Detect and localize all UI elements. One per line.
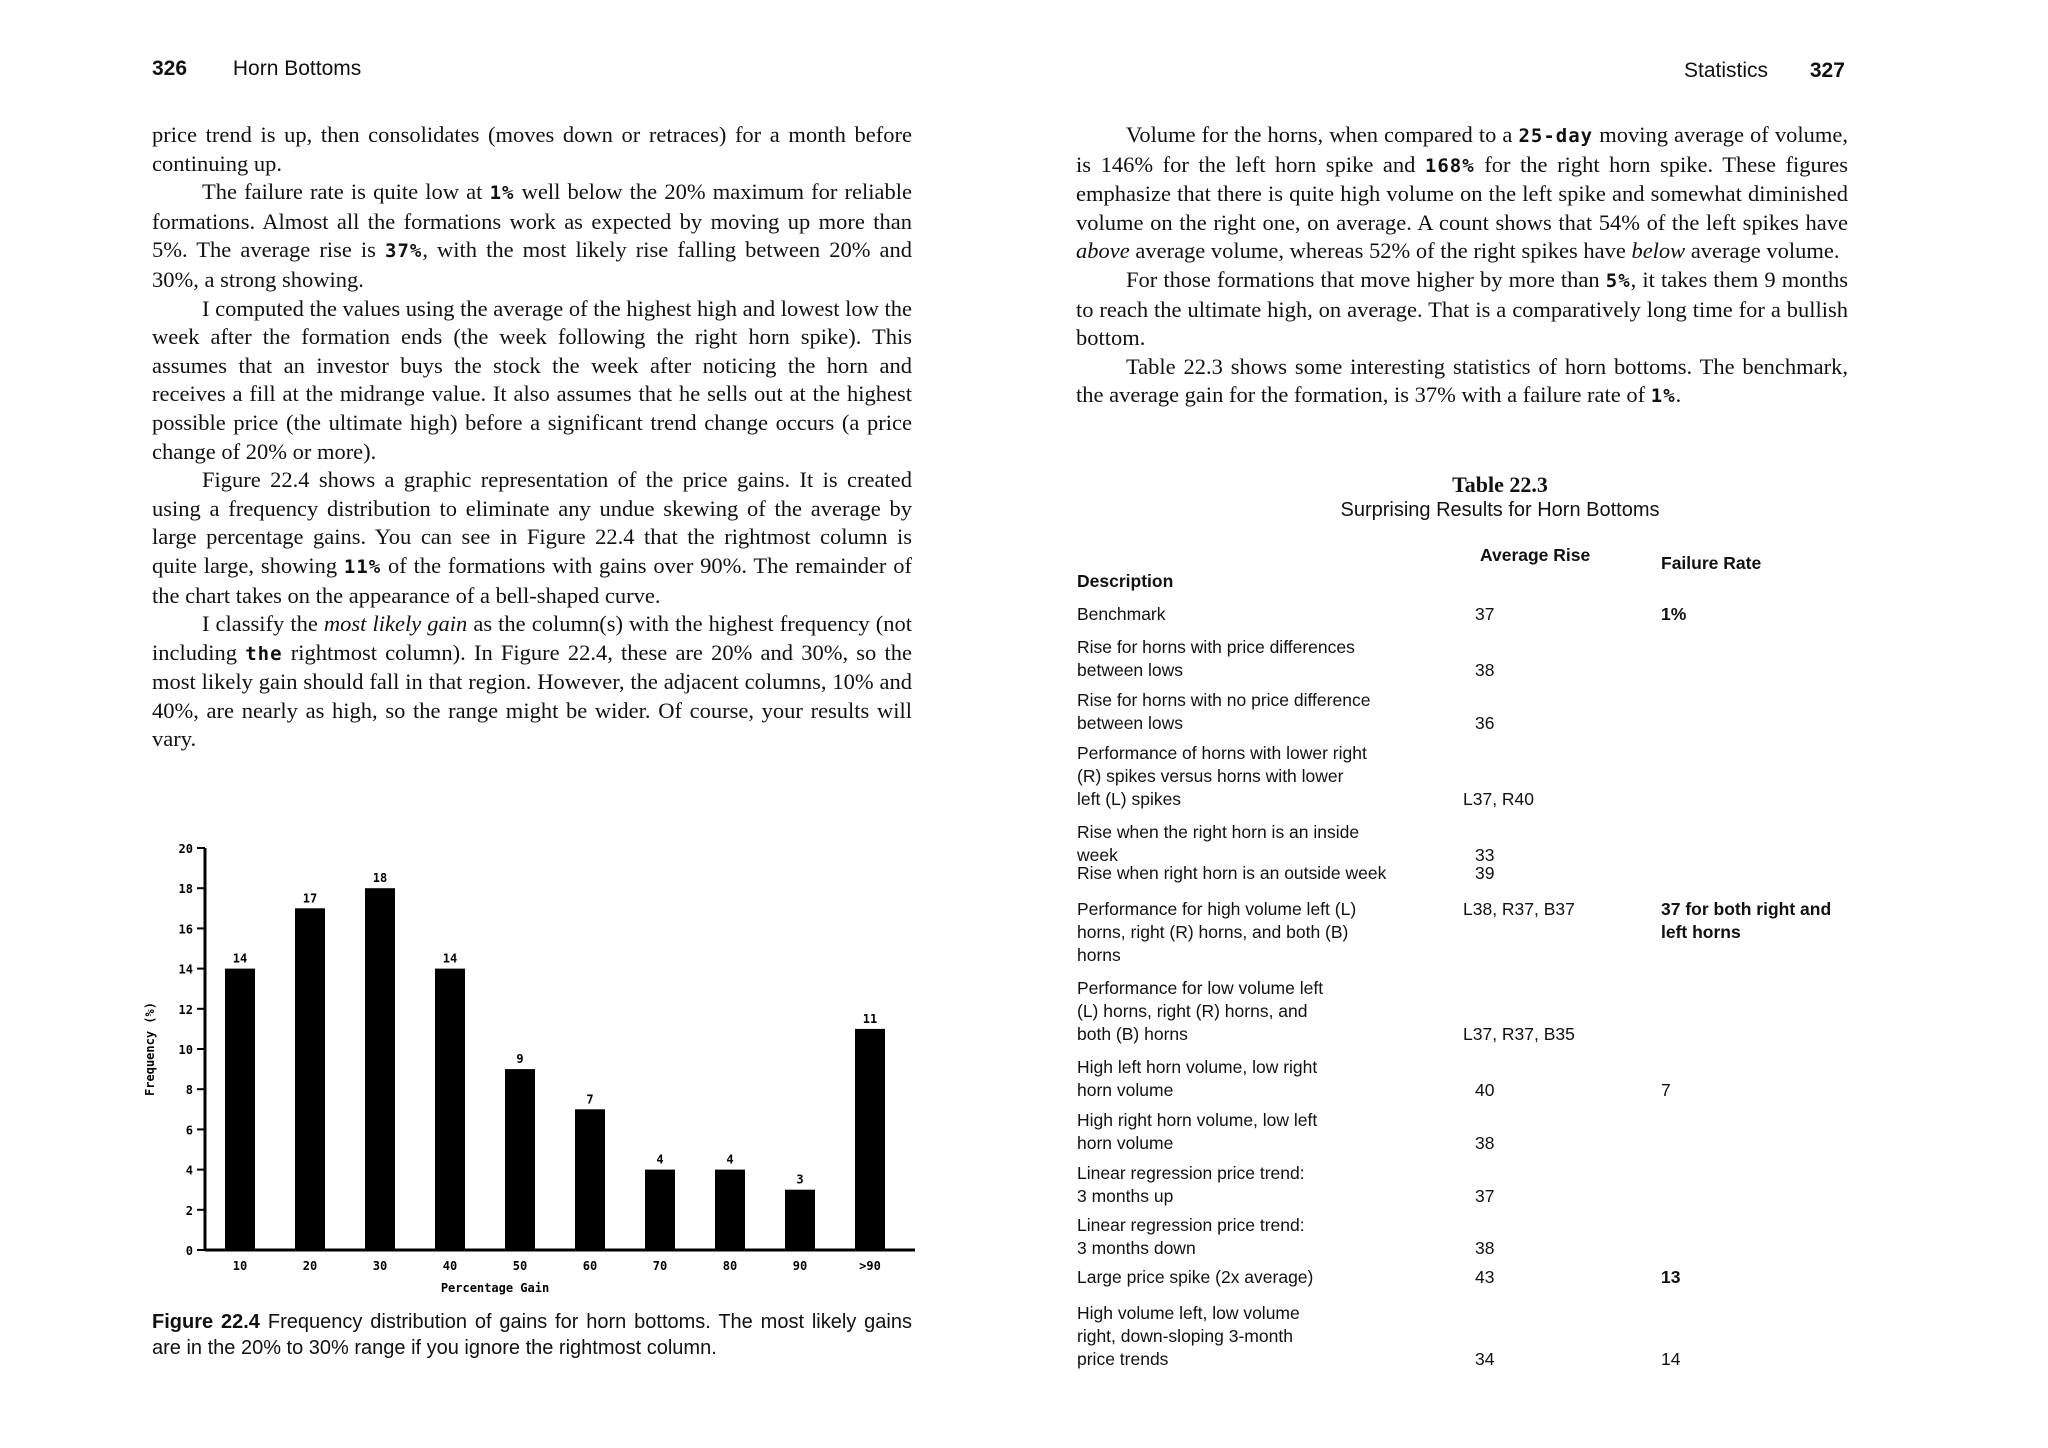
paragraph: I computed the values using the average of the highest high and lowest low the week after the formation ends (the week following the right horn spike). This assumes that an investor buys the stock the week after noticing the horn and receives a fill at the midrange value. It also assumes that he sells out at the highest possible price (the ultimate high) before a significant trend change occurs (a price change of 20% or more).	[152, 295, 912, 464]
x-axis-label: Percentage Gain	[440, 1281, 550, 1295]
right-running-head	[1684, 59, 1845, 83]
row-description: Performance for low volume left (L) horns, right (R) horns, and both (B) horns	[1077, 978, 1324, 1044]
table-row	[1077, 1109, 1877, 1155]
paragraph: Volume for the horns, when compared to a 25-day moving average of volume, is 146% for the left horn spike and 168% for the right horn spike. These figures emphasize that there is quite high volume on the left spike and somewhat diminished volume on the right one, on average. A count shows that 54% of the left spikes have above average volume, whereas 52% of the right spikes have below average volume.	[1076, 122, 1848, 264]
row-description: Rise when the right horn is an inside week	[1077, 822, 1360, 865]
bar-data-label: 4	[656, 1152, 664, 1167]
y-tick-label: 14	[178, 962, 193, 977]
page-number: 327	[1809, 59, 1845, 82]
header-average-rise: Average Rise	[1480, 545, 1591, 565]
chart-bar	[295, 908, 325, 1250]
row-average-rise: 43	[1475, 1267, 1495, 1287]
row-average-rise: 34	[1475, 1349, 1495, 1369]
page-number: 326	[152, 57, 188, 80]
x-tick-label: 50	[512, 1259, 528, 1273]
row-average-rise: 37	[1475, 1186, 1495, 1206]
y-axis-label: Frequency (%)	[143, 1002, 157, 1096]
table-row	[1077, 603, 1877, 626]
table-row	[1077, 742, 1877, 811]
header-description: Description	[1077, 571, 1174, 591]
chart-bar	[785, 1190, 815, 1250]
header-failure-rate: Failure Rate	[1661, 553, 1762, 573]
running-title: Statistics	[1684, 59, 1769, 82]
x-tick-label: 60	[582, 1259, 598, 1273]
x-tick-label: 30	[372, 1259, 388, 1273]
y-tick-label: 2	[185, 1203, 193, 1218]
row-average-rise: L37, R37, B35	[1463, 1024, 1575, 1044]
y-tick-label: 12	[178, 1002, 193, 1017]
bar-data-label: 17	[302, 891, 318, 906]
chart-bar	[855, 1029, 885, 1250]
figure-caption-text: Frequency distribution of gains for horn bottoms. The most likely gains are in the 20% to 30% range if you ignore the rightmost column.	[152, 1311, 912, 1359]
table-row	[1077, 689, 1877, 735]
y-tick-label: 0	[185, 1244, 193, 1258]
x-tick-label: 90	[792, 1259, 808, 1273]
bar-data-label: 11	[862, 1011, 878, 1026]
row-average-rise: 37	[1475, 604, 1495, 624]
row-description: High right horn volume, low left horn volume	[1077, 1110, 1318, 1153]
row-description: Large price spike (2x average)	[1077, 1267, 1314, 1287]
table-row	[1077, 636, 1877, 682]
figure-caption	[152, 1309, 912, 1361]
chart-bar	[225, 969, 255, 1250]
y-tick-label: 6	[185, 1123, 193, 1138]
table-row	[1077, 1302, 1877, 1371]
row-average-rise: 36	[1475, 713, 1495, 733]
chart-bar	[645, 1170, 675, 1250]
paragraph: price trend is up, then consolidates (moves down or retraces) for a month before continuing up.	[152, 122, 912, 176]
frequency-chart	[140, 838, 930, 1298]
table-subtitle: Surprising Results for Horn Bottoms	[1340, 499, 1660, 521]
row-description: High volume left, low volume right, down-sloping 3-month price trends	[1077, 1303, 1300, 1369]
chart-bar	[365, 888, 395, 1250]
bar-data-label: 14	[232, 951, 248, 966]
row-description: Rise for horns with no price difference between lows	[1077, 690, 1371, 733]
row-description: Performance for high volume left (L) horns, right (R) horns, and both (B) horns	[1077, 899, 1357, 965]
x-tick-label: 40	[442, 1259, 458, 1273]
chart-bar	[575, 1109, 605, 1250]
row-average-rise: 39	[1475, 863, 1495, 883]
row-failure-rate: 14	[1661, 1349, 1681, 1369]
chart-svg	[140, 838, 930, 1298]
table-row	[1077, 898, 1877, 967]
table-row	[1077, 1266, 1877, 1289]
x-tick-label: >90	[859, 1259, 881, 1273]
y-tick-label: 8	[185, 1083, 193, 1098]
right-body-text	[1076, 121, 1848, 411]
y-tick-label: 4	[185, 1163, 193, 1178]
table-row	[1077, 1162, 1877, 1208]
figure-label: Figure 22.4	[152, 1311, 260, 1333]
y-tick-label: 10	[178, 1043, 193, 1057]
paragraph: Table 22.3 shows some interesting statistics of horn bottoms. The benchmark, the average gain for the formation, is 37% with a failure rate of 1%.	[1076, 353, 1848, 408]
row-failure-rate: 1%	[1661, 604, 1687, 624]
x-tick-label: 70	[652, 1259, 668, 1273]
paragraph: The failure rate is quite low at 1% well below the 20% maximum for reliable formations. Almost all the formations work as expected by moving up more than 5%. The average rise is 37%, with the most likely rise falling between 20% and 30%, a strong showing.	[152, 179, 913, 292]
row-average-rise: 33	[1475, 845, 1495, 865]
row-failure-rate: 13	[1661, 1267, 1681, 1287]
x-tick-label: 20	[302, 1259, 318, 1273]
chart-bar	[505, 1069, 535, 1250]
paragraph: Figure 22.4 shows a graphic representation of the price gains. It is created using a frequency distribution to eliminate any undue skewing of the average by large percentage gains. You can see in Figure 22.4 that the rightmost column is quite large, showing 11% of the formations with gains over 90%. The remainder of the chart takes on the appearance of a bell-shaped curve.	[152, 467, 912, 608]
row-description: Linear regression price trend: 3 months down	[1077, 1215, 1305, 1258]
bar-data-label: 14	[442, 951, 458, 966]
row-average-rise: 38	[1475, 1238, 1495, 1258]
paragraph: For those formations that move higher by more than 5%, it takes them 9 months to reach the ultimate high, on average. That is a comparatively long time for a bullish bottom.	[1076, 266, 1848, 351]
x-tick-label: 80	[722, 1259, 738, 1273]
row-description: Benchmark	[1077, 604, 1166, 624]
bar-data-label: 18	[372, 871, 388, 886]
y-tick-label: 16	[178, 922, 193, 937]
chart-bar	[435, 969, 465, 1250]
bar-data-label: 9	[516, 1052, 524, 1067]
table-row	[1077, 1214, 1877, 1260]
row-average-rise: 40	[1475, 1080, 1495, 1100]
left-body-text	[152, 121, 912, 754]
row-description: Rise for horns with price differences between lows	[1077, 637, 1355, 680]
row-description: Linear regression price trend: 3 months up	[1077, 1163, 1305, 1206]
left-running-head	[152, 57, 361, 81]
table-row	[1077, 821, 1877, 867]
y-tick-label: 20	[178, 842, 193, 856]
row-average-rise: L38, R37, B37	[1463, 899, 1575, 919]
row-description: Rise when right horn is an outside week	[1077, 863, 1387, 883]
x-tick-label: 10	[232, 1259, 248, 1273]
paragraph: I classify the most likely gain as the column(s) with the highest frequency (not including the rightmost column). In Figure 22.4, these are 20% and 30%, so the most likely gain should fall in that region. However, the adjacent columns, 10% and 40%, are nearly as high, so the range might be wider. Of course, your results will vary.	[152, 611, 912, 752]
bar-data-label: 3	[796, 1172, 804, 1187]
running-title: Horn Bottoms	[232, 57, 362, 80]
bar-data-label: 7	[586, 1092, 594, 1107]
y-tick-label: 18	[178, 882, 193, 897]
row-average-rise: 38	[1475, 1133, 1495, 1153]
row-average-rise: L37, R40	[1463, 789, 1535, 809]
row-description: High left horn volume, low right horn volume	[1077, 1057, 1318, 1100]
chart-bar	[715, 1170, 745, 1250]
bar-data-label: 4	[726, 1152, 734, 1167]
row-description: Performance of horns with lower right (R) spikes versus horns with lower left (L) spikes	[1077, 743, 1367, 809]
table-row	[1077, 1056, 1877, 1102]
row-average-rise: 38	[1475, 660, 1495, 680]
row-failure-rate: 37 for both right and left horns	[1661, 899, 1832, 942]
table-row	[1077, 977, 1877, 1046]
table-row	[1077, 862, 1877, 885]
row-failure-rate: 7	[1661, 1080, 1671, 1100]
table-title: Table 22.3	[1452, 472, 1548, 497]
